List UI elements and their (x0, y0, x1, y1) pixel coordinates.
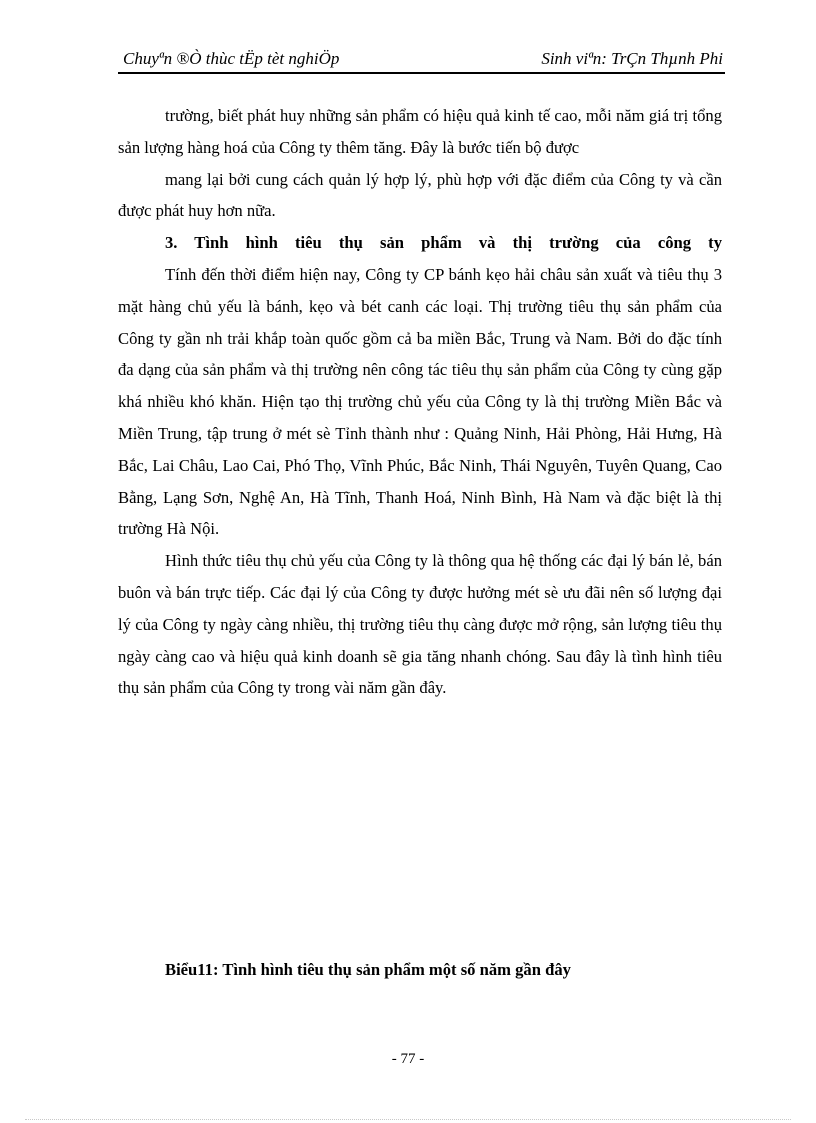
paragraph-1: trường, biết phát huy những sản phẩm có hiệu quả kinh tế cao, mỗi năm giá trị tổng sản lượng hàng hoá của Công ty thêm tăng. Đây là bước tiến bộ được (118, 106, 722, 157)
paragraph-4: Hình thức tiêu thụ chủ yếu của Công ty là thông qua hệ thống các đại lý bán lẻ, bán buôn và bán trực tiếp. Các đại lý của Công ty được hưởng mét sè ưu đãi nên số lượng đại lý của Công ty ngày càng nhiều, thị trường tiêu thụ càng được mở rộng, sản lượng tiêu thụ ngày càng cao và hiệu quả kinh doanh sẽ gia tăng nhanh chóng. Sau đây là tình hình tiêu thụ sản phẩm của Công ty trong vài năm gần đây. (118, 551, 722, 698)
page-number: - 77 - (391, 1051, 425, 1067)
section-heading: 3. Tình hình tiêu thụ sản phẩm và thị trường của công ty (165, 233, 722, 253)
paragraph-2: mang lại bởi cung cách quản lý hợp lý, phù hợp với đặc điểm của Công ty và cần được phát huy hơn nữa. (118, 169, 722, 221)
page-header (118, 48, 725, 74)
page-bottom-divider (25, 1119, 791, 1120)
header-author: Sinh viªn: TrÇn Thµnh Phi (541, 49, 723, 68)
body-text (118, 100, 722, 704)
header-document-title: Chuyªn ®Ò thùc tËp tèt nghiÖp (123, 49, 340, 68)
paragraph-3: Tính đến thời điểm hiện nay, Công ty CP bánh kẹo hải châu sản xuất và tiêu thụ 3 mặt hàng chủ yếu là bánh, kẹo và bét canh các loại. Thị trường tiêu thụ sản phẩm của Công ty gần nh trải khắp toàn quốc gồm cả ba miền Bắc, Trung và Nam. Bởi do đặc tính đa dạng của sản phẩm và thị trường nên công tác tiêu thụ sản phẩm của Công ty cùng gặp khá nhiều khó khăn. Hiện tạo thị trường chủ yếu của Công ty là thị trường Miền Bắc và Miền Trung, tập trung ở mét sè Tỉnh thành như : Quảng Ninh, Hải Phòng, Hải Hưng, Hà Bắc, Lai Châu, Lao Cai, Phó Thọ, Vĩnh Phúc, Bắc Ninh, Thái Nguyên, Tuyên Quang, Cao Bằng, Lạng Sơn, Nghệ An, Hà Tĩnh, Thanh Hoá, Ninh Bình, Hà Nam và đặc biệt là thị trường Hà Nội. (118, 264, 722, 539)
table-caption: Biểu11: Tình hình tiêu thụ sản phẩm một số năm gần đây (165, 960, 571, 979)
